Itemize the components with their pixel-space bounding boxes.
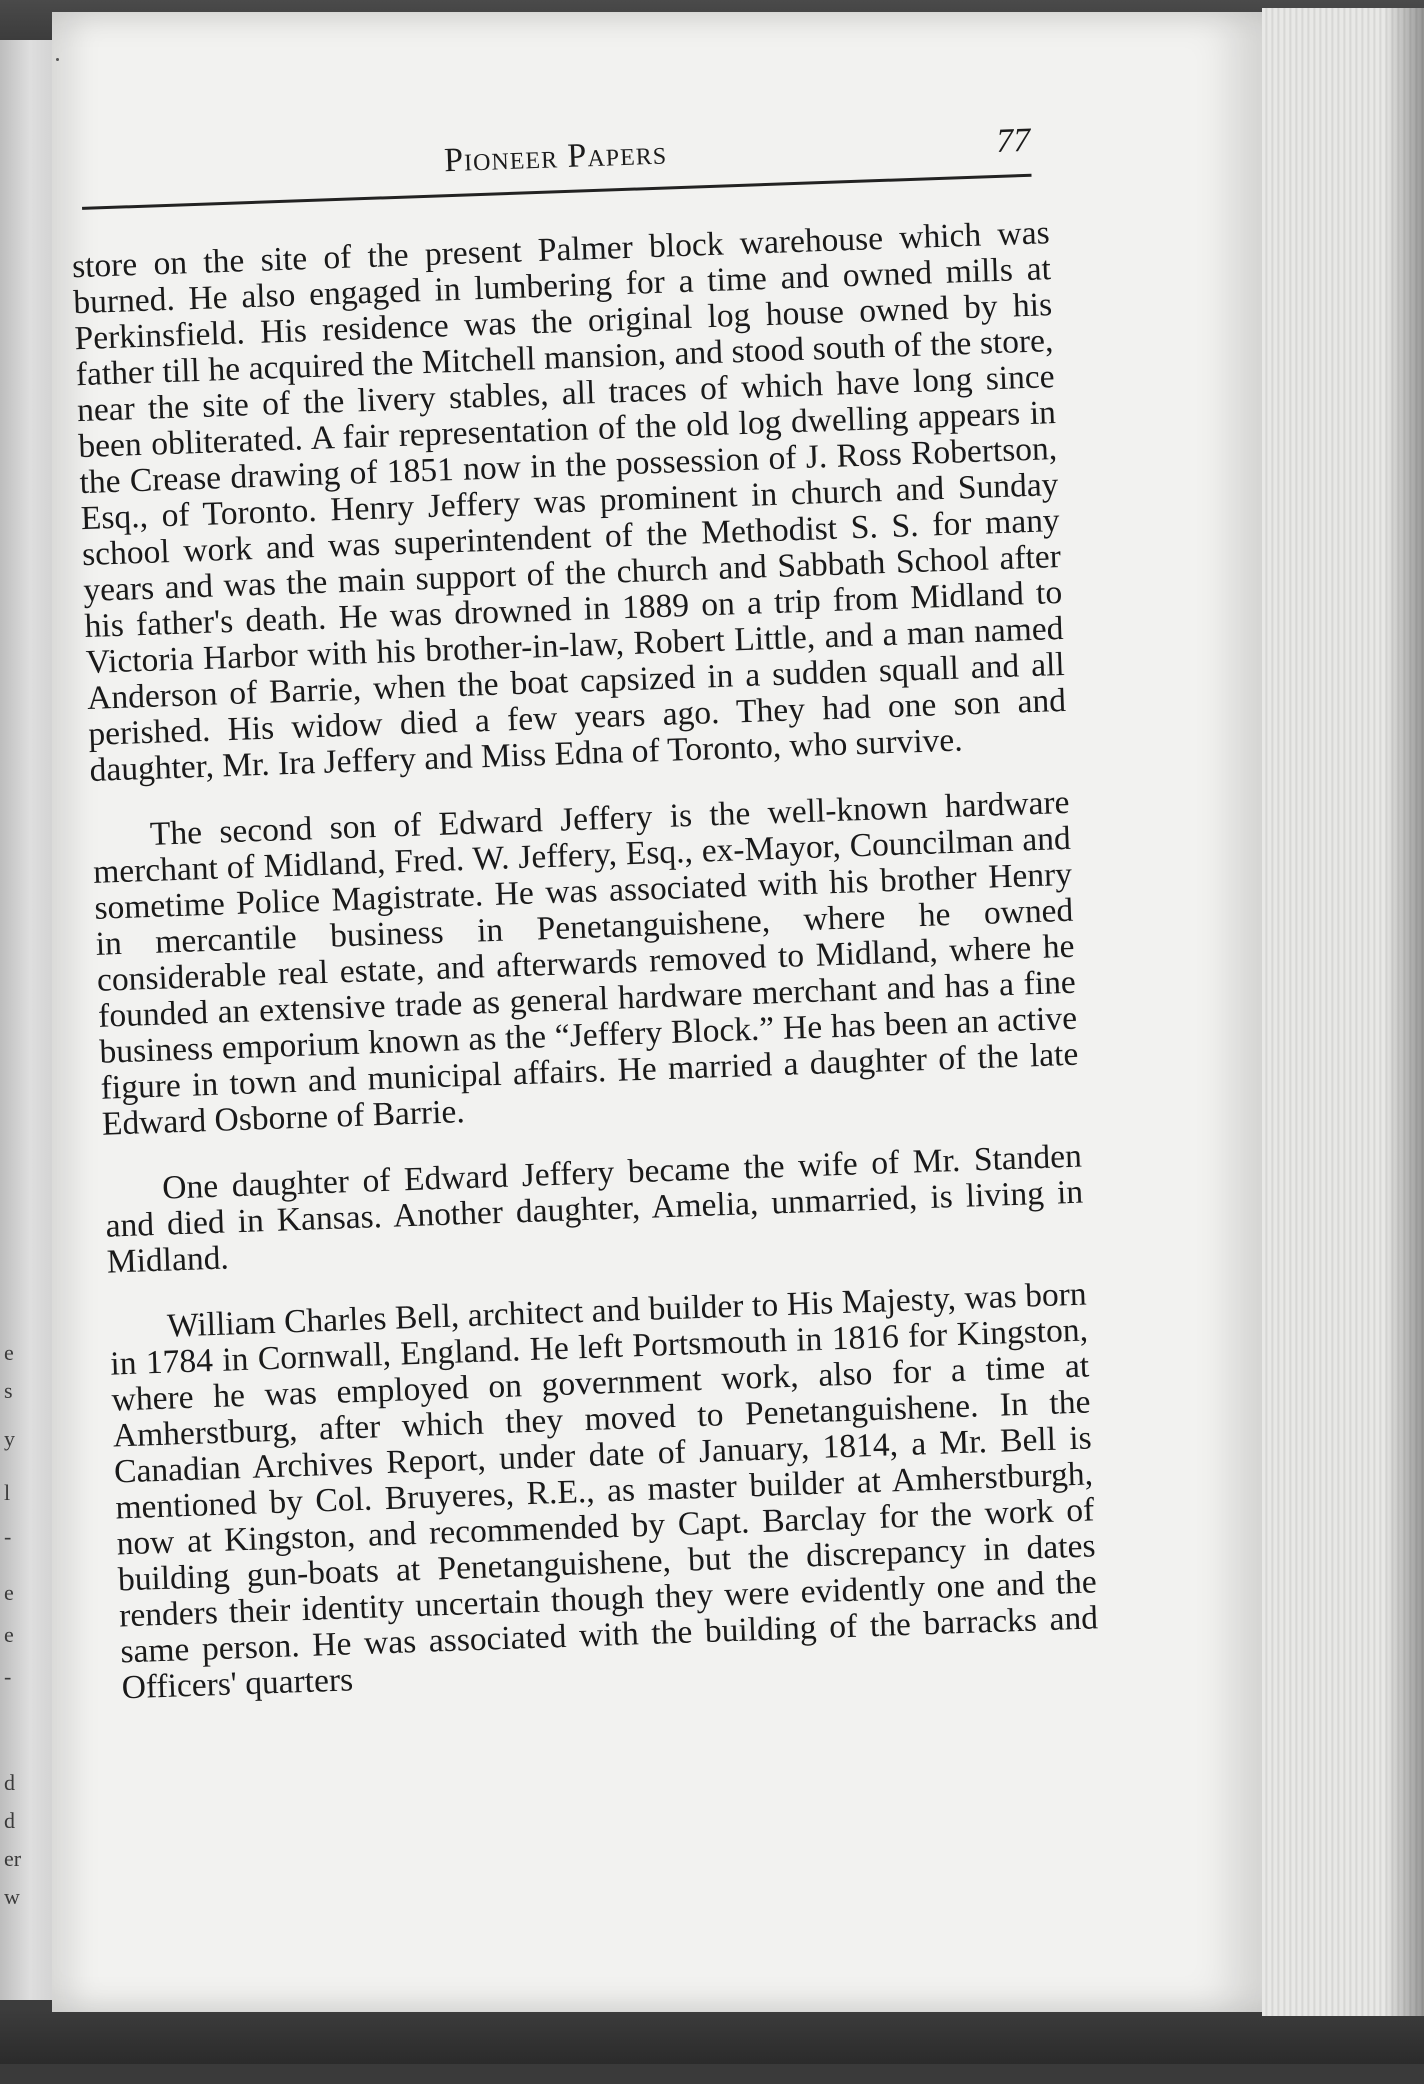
edge-glyph: e bbox=[4, 1340, 14, 1365]
edge-glyph: y bbox=[4, 1426, 15, 1451]
edge-glyph: d bbox=[4, 1770, 15, 1795]
paragraph: William Charles Bell, architect and builder to His Majesty, was born in 1784 in Cornwall, England. He left Portsmouth in 1816 for Kingston, where he was employed on government work, also for a time at Amherstburg, after which they moved to Penetanguishene. In the Canadian Archives Report, under date of January, 1814, a Mr. Bell is mentioned by Col. Bruyeres, R.E., as master builder at Amherstburgh, now at Kingston, and recommended by Capt. Barclay for the work of building gun-boats at Penetanguishene, but the discrepancy in dates renders their identity uncertain though they were evidently one and the same person. He was associated with the building of the barracks and Officers' quarters bbox=[109, 1275, 1099, 1707]
paragraph: One daughter of Edward Jeffery became the wife of Mr. Standen and died in Kansas. Another daughter, Amelia, unmarried, is living in Midland. bbox=[104, 1137, 1084, 1281]
edge-glyph: - bbox=[4, 1524, 12, 1549]
edge-glyph: w bbox=[4, 1884, 20, 1909]
edge-glyph: - bbox=[4, 1664, 12, 1689]
edge-glyph: e bbox=[4, 1580, 14, 1605]
edge-glyph: e bbox=[4, 1622, 14, 1647]
edge-glyph: d bbox=[4, 1808, 15, 1833]
body-text bbox=[71, 215, 1100, 1736]
page-number: 77 bbox=[995, 121, 1031, 160]
edge-glyph: s bbox=[4, 1378, 13, 1403]
edge-glyph: l bbox=[4, 1480, 11, 1505]
paragraph: store on the site of the present Palmer block warehouse which was burned. He also engaged in lumbering for a time and owned mills at Perkinsfield. His residence was the original log house owned by his father till he acquired the Mitchell mansion, and stood south of the store, near the site of the livery stables, all traces of which have long since been obliterated. A fair representation of the old log dwelling appears in the Crease drawing of 1851 now in the possession of J. Ross Robertson, Esq., of Toronto. Henry Jeffery was prominent in church and Sunday school work and was superintendent of the Methodist S. S. for many years and was the main support of the church and Sabbath School after his father's death. He was drowned in 1889 on a trip from Midland to Victoria Harbor with his brother-in-law, Robert Little, and a man named Anderson of Barrie, when the boat capsized in a sudden squall and all perished. His widow died a few years ago. They had one son and daughter, Mr. Ira Jeffery and Miss Edna of Toronto, who survive. bbox=[71, 214, 1067, 789]
paragraph: The second son of Edward Jeffery is the well-known hardware merchant of Midland, Fred. W. Jeffery, Esq., ex-Mayor, Councilman and sometime Police Magistrate. He was associated with his brother Henry in mercantile business in Penetanguishene, where he owned considerable real estate, and afterwards removed to Midland, where he founded an extensive trade as general hardware merchant and has a fine business emporium known as the “Jeffery Block.” He has been an active figure in town and municipal affairs. He married a daughter of the late Edward Osborne of Barrie. bbox=[92, 783, 1079, 1143]
running-head bbox=[80, 122, 1031, 195]
running-head-title: Pioneer Papers bbox=[443, 134, 668, 180]
edge-glyph: er bbox=[4, 1846, 22, 1871]
